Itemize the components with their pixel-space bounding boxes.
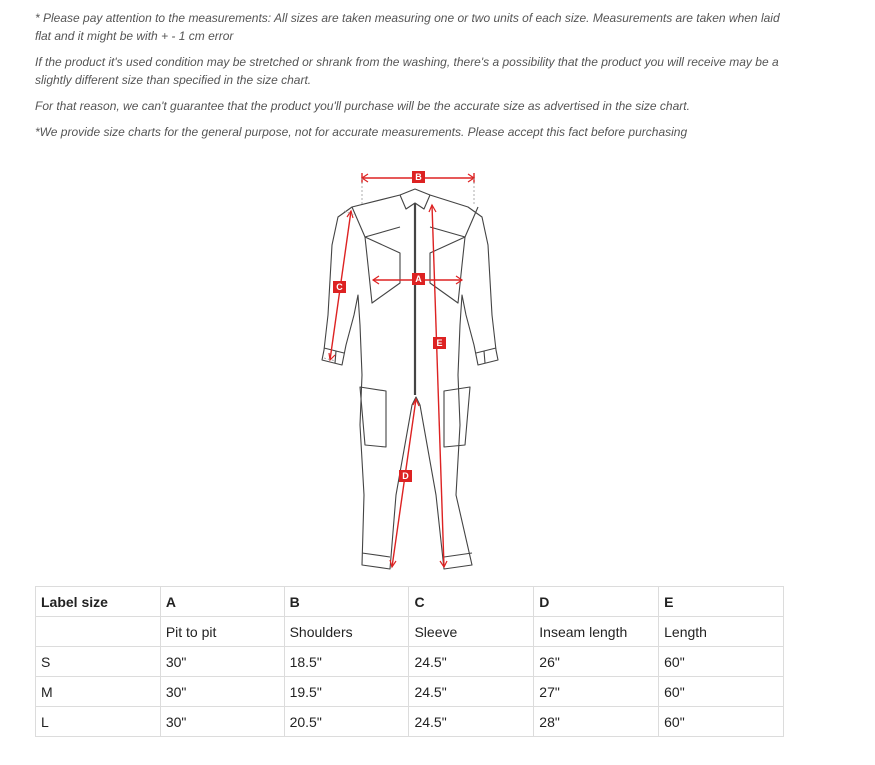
header-e: E	[659, 587, 784, 617]
value-cell: 30"	[160, 707, 284, 737]
subheader-length: Length	[659, 617, 784, 647]
value-cell: 24.5"	[409, 677, 534, 707]
table-subheader-row	[36, 617, 784, 647]
value-cell: 24.5"	[409, 707, 534, 737]
value-cell: 60"	[659, 677, 784, 707]
right-cuff	[476, 348, 496, 353]
label-c: C	[336, 282, 343, 292]
table-row	[36, 647, 784, 677]
right-leg-pocket	[444, 387, 470, 447]
note-general-purpose: *We provide size charts for the general purpose, not for accurate measurements. Please accept this fact before purchasing	[35, 125, 688, 139]
measurement-notes	[35, 9, 795, 149]
size-cell: M	[36, 677, 161, 707]
subheader-pit-to-pit: Pit to pit	[160, 617, 284, 647]
label-a: A	[415, 274, 422, 284]
value-cell: 60"	[659, 707, 784, 737]
value-cell: 27"	[534, 677, 659, 707]
coverall-diagram	[320, 165, 510, 575]
note-measurements: * Please pay attention to the measurements: All sizes are taken measuring one or two units of each size. Measurements are taken when laid flat and it might be with + - 1 cm error	[35, 11, 780, 43]
size-cell: S	[36, 647, 161, 677]
label-e: E	[436, 338, 443, 348]
label-d: D	[402, 471, 409, 481]
subheader-cell	[36, 617, 161, 647]
yoke	[352, 207, 400, 237]
value-cell: 28"	[534, 707, 659, 737]
header-c: C	[409, 587, 534, 617]
size-cell: L	[36, 707, 161, 737]
header-d: D	[534, 587, 659, 617]
value-cell: 30"	[160, 647, 284, 677]
header-label-size: Label size	[36, 587, 161, 617]
table-row	[36, 707, 784, 737]
subheader-shoulders: Shoulders	[284, 617, 409, 647]
value-cell: 60"	[659, 647, 784, 677]
size-chart-table	[35, 586, 784, 737]
subheader-inseam: Inseam length	[534, 617, 659, 647]
subheader-sleeve: Sleeve	[409, 617, 534, 647]
header-b: B	[284, 587, 409, 617]
label-b: B	[415, 172, 422, 182]
value-cell: 30"	[160, 677, 284, 707]
left-chest-pocket	[365, 237, 400, 303]
coverall-drawing	[320, 165, 510, 575]
header-a: A	[160, 587, 284, 617]
value-cell: 18.5"	[284, 647, 409, 677]
table-row	[36, 677, 784, 707]
coverall-outline	[322, 189, 498, 569]
value-cell: 26"	[534, 647, 659, 677]
measure-line-d	[392, 399, 416, 567]
note-condition: If the product it's used condition may be stretched or shrank from the washing, there's a possibility that the product you will receive may be a slightly different size than specified in the size chart.	[35, 55, 779, 87]
left-cuff	[324, 348, 344, 353]
table-header-row	[36, 587, 784, 617]
value-cell: 24.5"	[409, 647, 534, 677]
note-guarantee: For that reason, we can't guarantee that the product you'll purchase will be the accurate size as advertised in the size chart.	[35, 99, 690, 113]
left-leg-pocket	[360, 387, 386, 447]
value-cell: 19.5"	[284, 677, 409, 707]
value-cell: 20.5"	[284, 707, 409, 737]
